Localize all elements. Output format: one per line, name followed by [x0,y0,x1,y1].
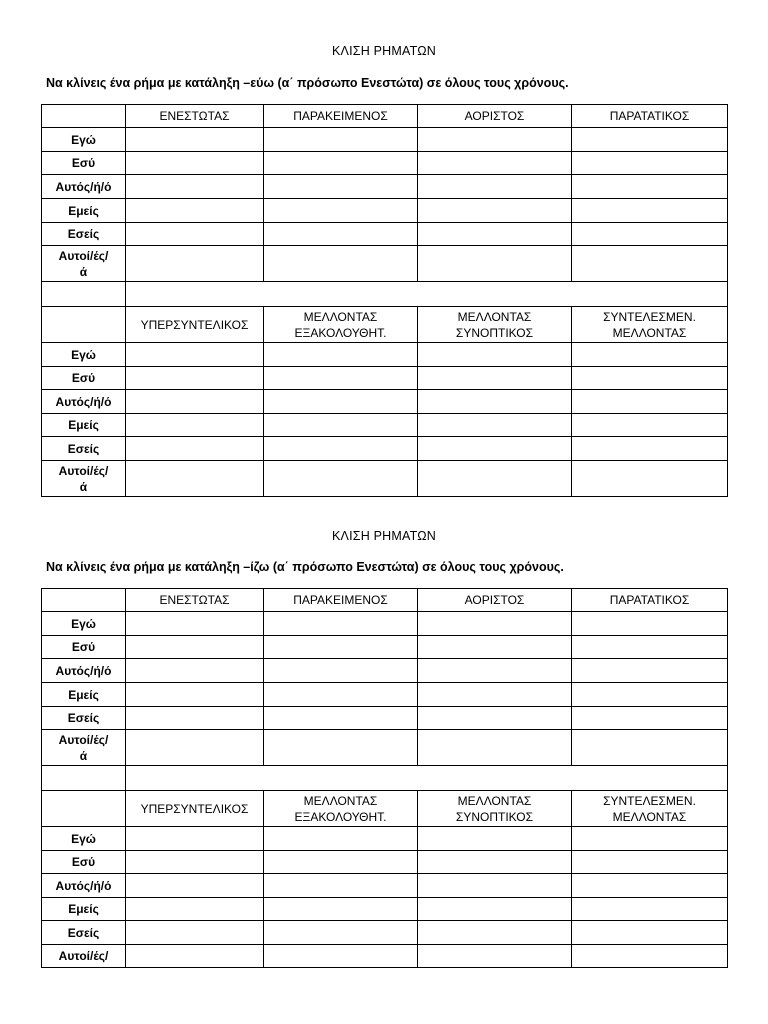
answer-cell[interactable] [572,636,728,659]
spacer-cell-wide [126,282,728,307]
spacer-cell-wide [126,766,728,791]
table-row [42,636,728,659]
answer-cell[interactable] [126,461,264,497]
answer-cell[interactable] [264,128,418,152]
answer-cell[interactable] [126,414,264,437]
header-line1: ΣΥΝΤΕΛΕΣΜΕΝ. [603,309,696,324]
header-line2: ΣΥΝΟΠΤΙΚΟΣ [455,809,534,824]
table-row [42,851,728,874]
table-row [42,659,728,683]
header-line2: ΜΕΛΛΟΝΤΑΣ [612,325,687,340]
answer-cell[interactable] [572,246,728,282]
answer-cell[interactable] [264,730,418,766]
person-label: Αυτός/ή/ό [42,659,126,683]
answer-cell[interactable] [126,367,264,390]
header-line2: ΜΕΛΛΟΝΤΑΣ [612,809,687,824]
person-label: Εγώ [42,128,126,152]
table-row [42,945,728,968]
answer-cell[interactable] [572,945,728,968]
answer-cell[interactable] [572,707,728,730]
header-line2: ΕΞΑΚΟΛΟΥΘΗΤ. [294,809,387,824]
answer-cell[interactable] [572,367,728,390]
header-pluperfect: ΥΠΕΡΣΥΝΤΕΛΙΚΟΣ [126,791,264,827]
answer-cell[interactable] [572,128,728,152]
answer-cell[interactable] [264,921,418,945]
answer-cell[interactable] [572,343,728,367]
answer-cell[interactable] [572,898,728,921]
person-label-line2: ά [79,479,88,494]
corner-cell [42,791,126,827]
header-line1: ΜΕΛΛΟΝΤΑΣ [303,309,378,324]
person-label: Εμείς [42,199,126,223]
person-label: Εσύ [42,152,126,175]
answer-cell[interactable] [126,437,264,461]
person-label: Εσείς [42,921,126,945]
table-row [42,707,728,730]
header-aorist: ΑΟΡΙΣΤΟΣ [418,105,572,128]
header-future-perfect [572,791,728,827]
answer-cell[interactable] [264,851,418,874]
header-perfect: ΠΑΡΑΚΕΙΜΕΝΟΣ [264,589,418,612]
answer-cell[interactable] [572,461,728,497]
answer-cell[interactable] [264,246,418,282]
person-label: Αυτοί/ές/ [42,945,126,968]
answer-cell[interactable] [126,659,264,683]
answer-cell[interactable] [264,827,418,851]
worksheet-1-table [41,104,728,497]
person-label: Αυτός/ή/ό [42,390,126,414]
table-row [42,612,728,636]
header-line1: ΜΕΛΛΟΝΤΑΣ [457,309,532,324]
spacer-cell [42,766,126,791]
answer-cell[interactable] [418,414,572,437]
table-row [42,461,728,497]
answer-cell[interactable] [572,683,728,707]
answer-cell[interactable] [126,827,264,851]
answer-cell[interactable] [126,730,264,766]
table-row [42,437,728,461]
person-label: Εμείς [42,683,126,707]
answer-cell[interactable] [126,636,264,659]
answer-cell[interactable] [418,659,572,683]
answer-cell[interactable] [418,152,572,175]
answer-cell[interactable] [418,921,572,945]
header-present: ΕΝΕΣΤΩΤΑΣ [126,105,264,128]
table-row [42,414,728,437]
answer-cell[interactable] [126,152,264,175]
answer-cell[interactable] [572,827,728,851]
answer-cell[interactable] [126,874,264,898]
answer-cell[interactable] [126,683,264,707]
person-label-line1: Αυτοί/ές/ [58,463,109,478]
answer-cell[interactable] [264,343,418,367]
answer-cell[interactable] [572,921,728,945]
answer-cell[interactable] [264,683,418,707]
answer-cell[interactable] [572,874,728,898]
person-label: Αυτός/ή/ό [42,874,126,898]
answer-cell[interactable] [264,874,418,898]
person-label [42,246,126,282]
table-row [42,921,728,945]
worksheet-2-instruction: Να κλίνεις ένα ρήμα με κατάληξη –ίζω (α΄ πρόσωπο Ενεστώτα) σε όλους τους χρόνους. [46,560,564,574]
answer-cell[interactable] [572,199,728,223]
answer-cell[interactable] [572,730,728,766]
table-row [42,874,728,898]
answer-cell[interactable] [418,367,572,390]
header-future-continuous [264,791,418,827]
answer-cell[interactable] [126,898,264,921]
person-label: Αυτός/ή/ό [42,175,126,199]
spacer-cell [42,282,126,307]
answer-cell[interactable] [264,945,418,968]
header-row-present-group [42,589,728,612]
answer-cell[interactable] [264,898,418,921]
person-label [42,461,126,497]
answer-cell[interactable] [264,414,418,437]
person-label: Εμείς [42,414,126,437]
header-imperfect: ΠΑΡΑΤΑΤΙΚΟΣ [572,589,728,612]
answer-cell[interactable] [418,612,572,636]
table-row [42,128,728,152]
answer-cell[interactable] [572,414,728,437]
answer-cell[interactable] [418,945,572,968]
answer-cell[interactable] [264,707,418,730]
answer-cell[interactable] [126,223,264,246]
header-row-present-group [42,105,728,128]
person-label: Εγώ [42,612,126,636]
answer-cell[interactable] [418,707,572,730]
person-label-line2: ά [79,264,88,279]
answer-cell[interactable] [418,437,572,461]
person-label-line1: Αυτοί/ές/ [58,248,109,263]
person-label: Εσύ [42,636,126,659]
answer-cell[interactable] [126,175,264,199]
worksheet-1-title: ΚΛΙΣΗ ΡΗΜΑΤΩΝ [332,44,436,58]
answer-cell[interactable] [264,199,418,223]
answer-cell[interactable] [572,437,728,461]
worksheet-1-instruction: Να κλίνεις ένα ρήμα με κατάληξη –εύω (α΄ πρόσωπο Ενεστώτα) σε όλους τους χρόνους. [46,76,569,90]
answer-cell[interactable] [418,683,572,707]
person-label: Εσύ [42,367,126,390]
table-row [42,343,728,367]
answer-cell[interactable] [264,461,418,497]
answer-cell[interactable] [126,390,264,414]
table-row [42,199,728,223]
header-pluperfect: ΥΠΕΡΣΥΝΤΕΛΙΚΟΣ [126,307,264,343]
answer-cell[interactable] [572,152,728,175]
person-label: Εγώ [42,343,126,367]
answer-cell[interactable] [418,223,572,246]
answer-cell[interactable] [264,636,418,659]
answer-cell[interactable] [264,390,418,414]
answer-cell[interactable] [264,175,418,199]
header-aorist: ΑΟΡΙΣΤΟΣ [418,589,572,612]
answer-cell[interactable] [418,851,572,874]
header-line1: ΣΥΝΤΕΛΕΣΜΕΝ. [603,793,696,808]
answer-cell[interactable] [264,367,418,390]
corner-cell [42,307,126,343]
answer-cell[interactable] [418,343,572,367]
header-future-simple [418,307,572,343]
answer-cell[interactable] [264,437,418,461]
answer-cell[interactable] [418,874,572,898]
person-label: Εσείς [42,437,126,461]
answer-cell[interactable] [418,898,572,921]
worksheet-2-table [41,588,728,968]
header-perfect: ΠΑΡΑΚΕΙΜΕΝΟΣ [264,105,418,128]
person-label: Εσείς [42,707,126,730]
table-row [42,390,728,414]
spacer-row [42,766,728,791]
answer-cell[interactable] [418,246,572,282]
answer-cell[interactable] [572,659,728,683]
answer-cell[interactable] [126,851,264,874]
answer-cell[interactable] [418,390,572,414]
worksheet-2-title: ΚΛΙΣΗ ΡΗΜΑΤΩΝ [332,529,436,543]
header-line1: ΜΕΛΛΟΝΤΑΣ [457,793,532,808]
answer-cell[interactable] [418,827,572,851]
answer-cell[interactable] [418,636,572,659]
answer-cell[interactable] [264,223,418,246]
answer-cell[interactable] [418,199,572,223]
header-future-simple [418,791,572,827]
header-future-perfect [572,307,728,343]
header-row-future-group [42,791,728,827]
answer-cell[interactable] [126,707,264,730]
answer-cell[interactable] [572,851,728,874]
answer-cell[interactable] [418,730,572,766]
answer-cell[interactable] [126,343,264,367]
table-row [42,175,728,199]
answer-cell[interactable] [418,175,572,199]
person-label-line2: ά [79,748,88,763]
table-row [42,898,728,921]
answer-cell[interactable] [126,128,264,152]
person-label [42,730,126,766]
corner-cell [42,105,126,128]
header-line2: ΕΞΑΚΟΛΟΥΘΗΤ. [294,325,387,340]
table-row [42,683,728,707]
corner-cell [42,589,126,612]
answer-cell[interactable] [126,945,264,968]
person-label: Εσείς [42,223,126,246]
answer-cell[interactable] [418,461,572,497]
answer-cell[interactable] [126,612,264,636]
header-line2: ΣΥΝΟΠΤΙΚΟΣ [455,325,534,340]
person-label-line1: Αυτοί/ές/ [58,732,109,747]
answer-cell[interactable] [572,612,728,636]
answer-cell[interactable] [126,199,264,223]
header-present: ΕΝΕΣΤΩΤΑΣ [126,589,264,612]
spacer-row [42,282,728,307]
header-imperfect: ΠΑΡΑΤΑΤΙΚΟΣ [572,105,728,128]
answer-cell[interactable] [418,128,572,152]
header-line1: ΜΕΛΛΟΝΤΑΣ [303,793,378,808]
table-row [42,246,728,282]
answer-cell[interactable] [264,612,418,636]
table-row [42,223,728,246]
answer-cell[interactable] [264,152,418,175]
answer-cell[interactable] [572,390,728,414]
answer-cell[interactable] [126,246,264,282]
header-row-future-group [42,307,728,343]
table-row [42,367,728,390]
table-row [42,827,728,851]
answer-cell[interactable] [126,921,264,945]
person-label: Εσύ [42,851,126,874]
answer-cell[interactable] [264,659,418,683]
answer-cell[interactable] [572,175,728,199]
person-label: Εγώ [42,827,126,851]
person-label: Εμείς [42,898,126,921]
table-row [42,152,728,175]
answer-cell[interactable] [572,223,728,246]
header-future-continuous [264,307,418,343]
table-row [42,730,728,766]
